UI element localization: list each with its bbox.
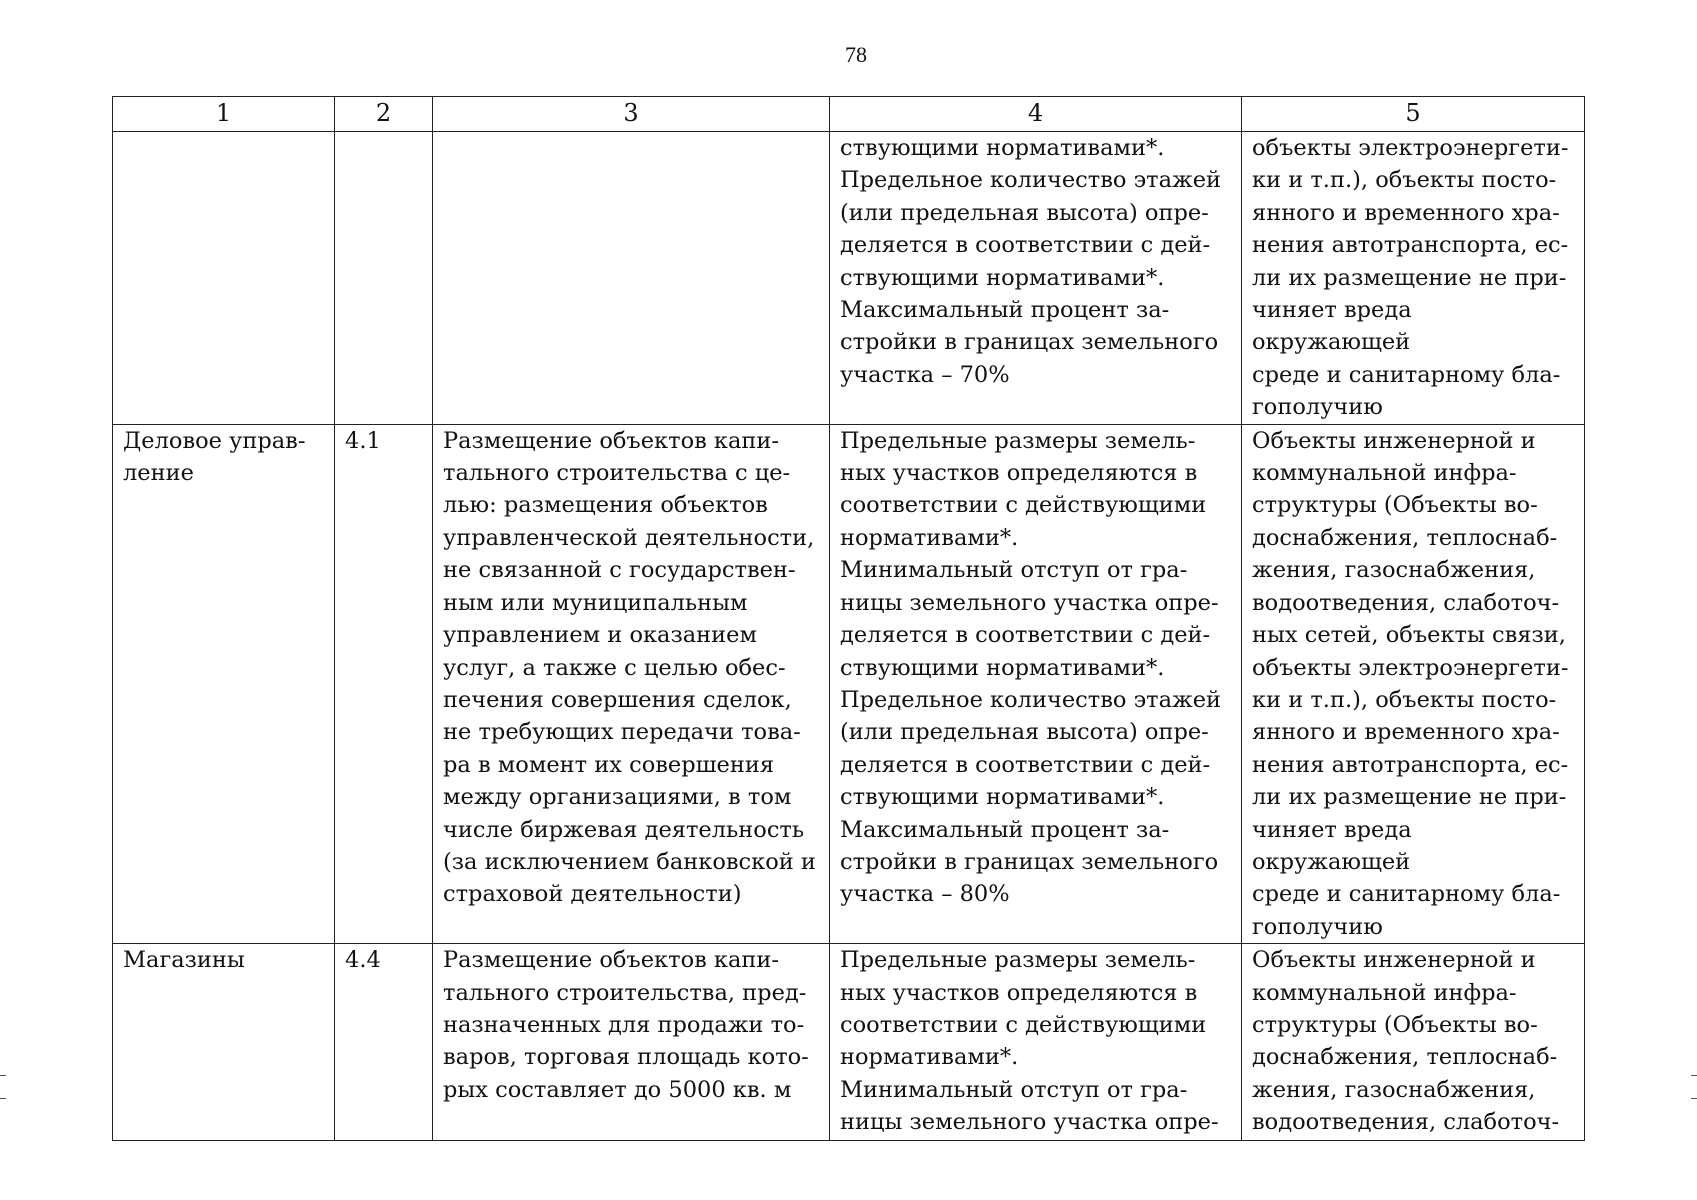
- parameters-cell: Предельные размеры земель- ных участков определяются в соответствии с действующими нормативами*. Минимальный отступ от гра- ницы земельного участка опре- деляется в соответствии с дей- ствующими нормативами*. Предельное количество этажей (или предельная высота) опре- деляется в соответствии с дей- ствующими нормативами*. Максимальный процент за- стройки в границах земельного участка – 80%: [830, 424, 1242, 944]
- column-header-4: 4: [830, 97, 1242, 132]
- scan-margin-mark-left: [0, 1075, 6, 1099]
- parameters-cell: ствующими нормативами*. Предельное количество этажей (или предельная высота) опре- деляется в соответствии с дей- ствующими нормативами*. Максимальный процент за- стройки в границах земельного участка – 70%: [830, 132, 1242, 425]
- use-name-cell: [113, 132, 335, 425]
- auxiliary-uses-cell: Объекты инженерной и коммунальной инфра- структуры (Объекты во- доснабжения, теплоснаб- жения, газоснабжения, водоотведения, слаботоч- ных сетей, объекты связи, объекты электроэнергети- ки и т.п.), объекты посто- янного и временного хра- нения автотранспорта, ес- ли их размещение не при- чиняет вреда окружающей среде и санитарному бла- гополучию: [1242, 424, 1585, 944]
- auxiliary-uses-cell: объекты электроэнергети- ки и т.п.), объекты посто- янного и временного хра- нения автотранспорта, ес- ли их размещение не при- чиняет вреда окружающей среде и санитарному бла- гополучию: [1242, 132, 1585, 425]
- auxiliary-uses-cell: Объекты инженерной и коммунальной инфра- структуры (Объекты во- доснабжения, теплоснаб- жения, газоснабжения, водоотведения, слаботоч-: [1242, 944, 1585, 1141]
- table-header-row: [113, 97, 1585, 132]
- use-code-cell: [335, 132, 433, 425]
- use-description-cell: [433, 132, 830, 425]
- column-header-5: 5: [1242, 97, 1585, 132]
- table-row: [113, 944, 1585, 1141]
- parameters-cell: Предельные размеры земель- ных участков определяются в соответствии с действующими нормативами*. Минимальный отступ от гра- ницы земельного участка опре-: [830, 944, 1242, 1141]
- column-header-1: 1: [113, 97, 335, 132]
- table-row: [113, 424, 1585, 944]
- use-description-cell: Размещение объектов капи- тального строительства, пред- назначенных для продажи то- варов, торговая площадь кото- рых составляет до 5000 кв. м: [433, 944, 830, 1141]
- land-use-table: [112, 96, 1585, 1141]
- scan-margin-mark-right: [1691, 1075, 1697, 1099]
- column-header-2: 2: [335, 97, 433, 132]
- use-description-cell: Размещение объектов капи- тального строительства с це- лью: размещения объектов управленческой деятельности, не связанной с государствен- ным или муниципальным управлением и оказанием услуг, а также с целью обес- печения совершения сделок, не требующих передачи това- ра в момент их совершения между организациями, в том числе биржевая деятельность (за исключением банковской и страховой деятельности): [433, 424, 830, 944]
- column-header-3: 3: [433, 97, 830, 132]
- page-number: 78: [845, 42, 867, 67]
- use-code-cell: 4.1: [335, 424, 433, 944]
- use-name-cell: Магазины: [113, 944, 335, 1141]
- use-code-cell: 4.4: [335, 944, 433, 1141]
- use-name-cell: Деловое управ- ление: [113, 424, 335, 944]
- table-row: [113, 132, 1585, 425]
